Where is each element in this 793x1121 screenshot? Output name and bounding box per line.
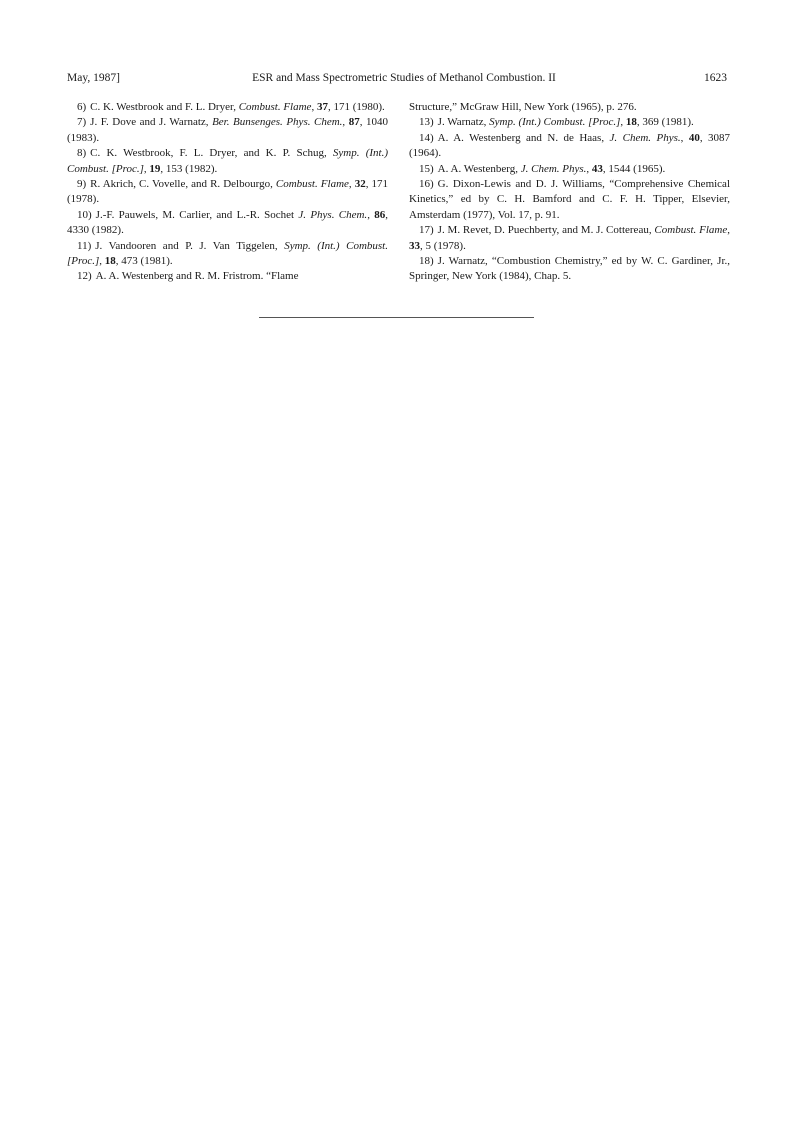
reference-6: 6) C. K. Westbrook and F. L. Dryer, Combust. Flame, 37, 171 (1980).: [77, 101, 385, 113]
reference-7: 7) J. F. Dove and J. Warnatz, Ber. Bunsenges. Phys. Chem., 87, 1040 (1983).: [67, 116, 389, 144]
reference-18: 18) J. Warnatz, “Combustion Chemistry,” ed by W. C. Gardiner, Jr., Springer, New York (1984), Chap. 5.: [409, 255, 730, 283]
end-of-article-rule: [259, 317, 534, 318]
reference-10: 10) J.-F. Pauwels, M. Carlier, and L.-R. Sochet J. Phys. Chem., 86, 4330 (1982).: [67, 208, 388, 237]
reference-16: 16) G. Dixon-Lewis and D. J. Williams, “Comprehensive Chemical Kinetics,” ed by C. H. Bamford and C. F. H. Tipper, Elsevier, Amsterdam (1977), Vol. 17, p. 91.: [409, 178, 730, 221]
references-column-right: [409, 100, 730, 285]
header-title: ESR and Mass Spectrometric Studies of Methanol Combustion. II: [252, 72, 556, 84]
references-column-left: [67, 100, 388, 285]
reference-14: 14) A. A. Westenberg and N. de Haas, J. Chem. Phys., 40, 3087 (1964).: [409, 131, 731, 160]
page-number: 1623: [704, 72, 727, 84]
header-date: May, 1987]: [67, 72, 120, 84]
reference-8: 8) C. K. Westbrook, F. L. Dryer, and K. P. Schug, Symp. (Int.) Combust. [Proc.], 19, 153 (1982).: [67, 147, 389, 175]
reference-12: 12) A. A. Westenberg and R. M. Fristrom. “Flame: [77, 270, 299, 283]
reference-9: 9) R. Akrich, C. Vovelle, and R. Delbourgo, Combust. Flame, 32, 171 (1978).: [67, 178, 388, 206]
running-head: [67, 70, 727, 86]
reference-12-continued: Structure,” McGraw Hill, New York (1965), p. 276.: [409, 101, 637, 113]
reference-13: 13) J. Warnatz, Symp. (Int.) Combust. [Proc.], 18, 369 (1981).: [419, 116, 694, 129]
reference-15: 15) A. A. Westenberg, J. Chem. Phys., 43, 1544 (1965).: [419, 162, 666, 175]
reference-11: 11) J. Vandooren and P. J. Van Tiggelen, Symp. (Int.) Combust. [Proc.], 18, 473 (1981).: [67, 239, 388, 268]
reference-17: 17) J. M. Revet, D. Puechberty, and M. J. Cottereau, Combust. Flame, 33, 5 (1978).: [409, 224, 730, 252]
